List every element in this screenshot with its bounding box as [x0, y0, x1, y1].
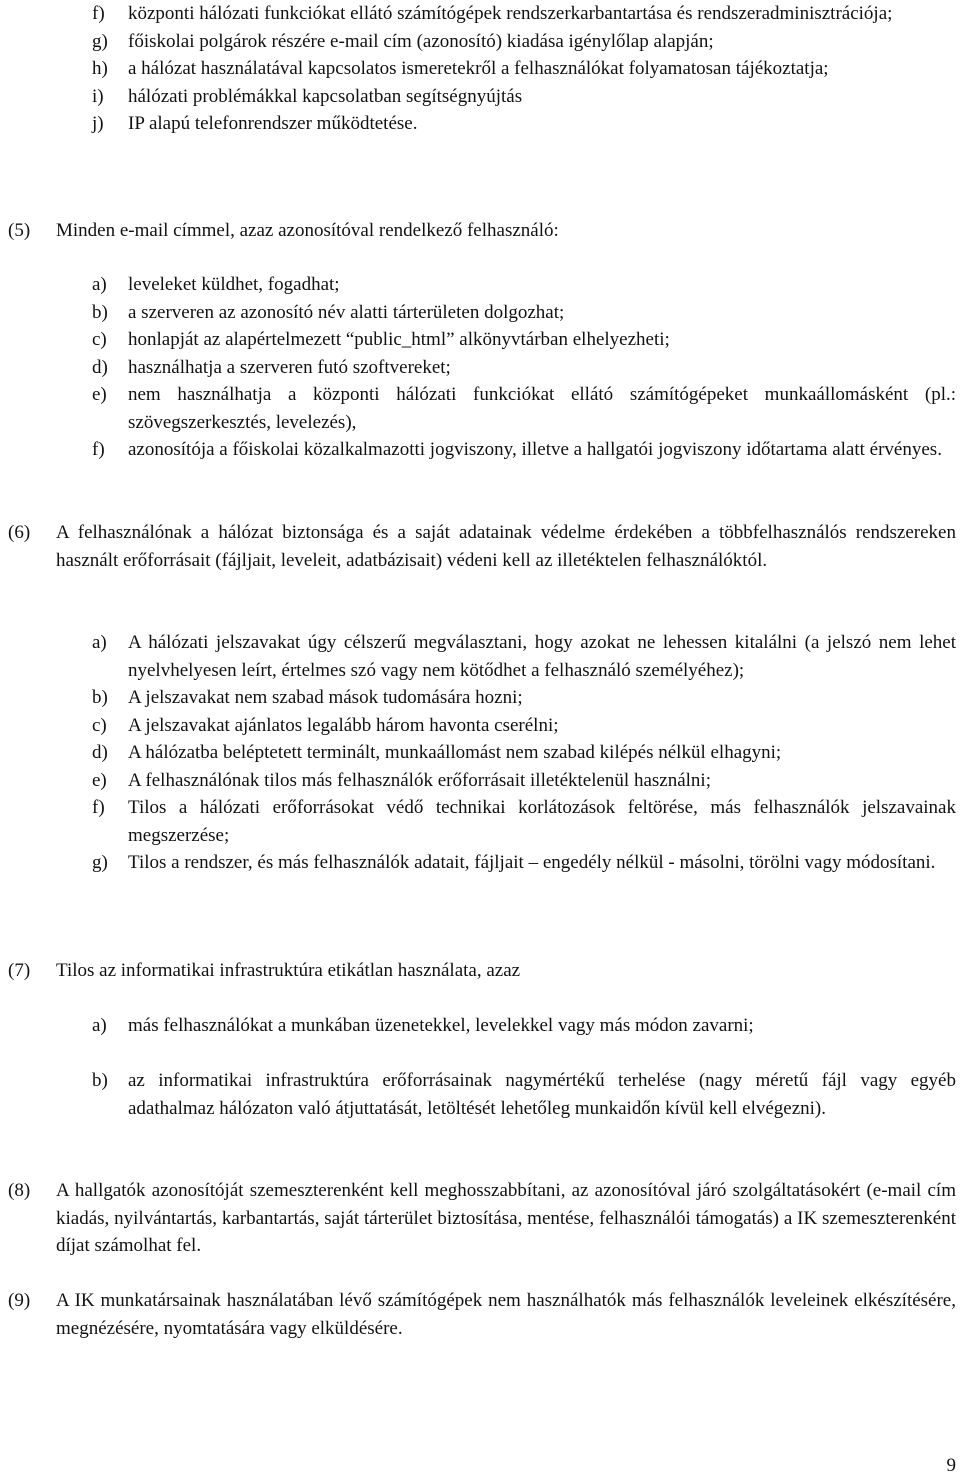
- item-text: központi hálózati funkciókat ellátó számítógépek rendszerkarbantartása és rendszeradminisztrációja;: [128, 3, 893, 24]
- list-item: [92, 354, 956, 382]
- list-item: [92, 684, 956, 712]
- list-item: [92, 1067, 956, 1122]
- item-label: b): [92, 301, 108, 323]
- section-5-list: [92, 271, 956, 464]
- section-text: A IK munkatársainak használatában lévő számítógépek nem használhatók más felhasználók leveleinek elkészítésére, megnézésére, nyomtatására vagy elküldésére.: [56, 1290, 956, 1339]
- list-item: [92, 381, 956, 436]
- section-number: (9): [8, 1290, 31, 1311]
- section-8: [8, 1177, 956, 1260]
- section-6-list: [92, 629, 956, 877]
- item-text: A jelszavakat ajánlatos legalább három havonta cserélni;: [128, 714, 559, 736]
- item-label: f): [92, 797, 105, 818]
- list-item: [92, 326, 956, 354]
- list-item: [92, 712, 956, 740]
- list-item: [92, 1012, 956, 1040]
- item-label: e): [92, 384, 107, 405]
- item-text: főiskolai polgárok részére e-mail cím (azonosító) kiadása igénylőlap alapján;: [128, 30, 714, 52]
- list-item: [92, 629, 956, 684]
- item-label: a): [92, 1015, 107, 1036]
- section-number: (5): [8, 220, 31, 241]
- item-label: c): [92, 329, 107, 350]
- list-item: [92, 0, 956, 28]
- item-text: más felhasználókat a munkában üzenetekkel, levelekkel vagy más módon zavarni;: [128, 1015, 754, 1036]
- list-item: [92, 271, 956, 299]
- list-item: [92, 28, 956, 56]
- section-text: A felhasználónak a hálózat biztonsága és a saját adatainak védelme érdekében a többfelhasználós rendszereken használt erőforrásait (fájljait, leveleit, adatbázisait) védeni kell az illetéktelen felhasználóktól.: [56, 522, 956, 571]
- item-label: f): [92, 3, 105, 24]
- item-text: hálózati problémákkal kapcsolatban segítségnyújtás: [128, 85, 523, 107]
- item-label: a): [92, 632, 107, 653]
- list-item: [92, 794, 956, 849]
- list-item: [92, 55, 956, 83]
- section-number: (8): [8, 1180, 31, 1201]
- item-text: Tilos a hálózati erőforrásokat védő technikai korlátozások feltörése, más felhasználók jelszavainak megszerzése;: [128, 797, 956, 846]
- item-text: IP alapú telefonrendszer működtetése.: [128, 113, 418, 134]
- item-text: Tilos a rendszer, és más felhasználók adatait, fájljait – engedély nélkül - másolni, törölni vagy módosítani.: [128, 852, 936, 873]
- item-label: h): [92, 58, 108, 79]
- section-6: [8, 519, 956, 574]
- item-label: a): [92, 274, 107, 295]
- list-item: [92, 767, 956, 795]
- section-number: (7): [8, 960, 31, 981]
- item-text: nem használhatja a központi hálózati funkciókat ellátó számítógépeket munkaállomásként (pl.: szövegszerkesztés, levelezés),: [128, 384, 956, 433]
- item-label: j): [92, 113, 104, 134]
- item-text: A felhasználónak tilos más felhasználók erőforrásait illetéktelenül használni;: [128, 769, 711, 791]
- section-5: [8, 217, 956, 245]
- section-7-list-b: [92, 1067, 956, 1122]
- section-7: [8, 957, 956, 985]
- section-text: Minden e-mail címmel, azaz azonosítóval rendelkező felhasználó:: [56, 220, 559, 241]
- section-text: A hallgatók azonosítóját szemeszterenként kell meghosszabbítani, az azonosítóval járó szolgáltatásokért (e-mail cím kiadás, nyilvántartás, karbantartás, saját tárterület biztosítása, mentése, felhasználói támogatás) a IK szemeszterenként díjat számolhat fel.: [56, 1180, 956, 1256]
- list-item: [92, 110, 956, 138]
- item-label: g): [92, 30, 108, 52]
- section-number: (6): [8, 522, 31, 543]
- list-item: [92, 83, 956, 111]
- item-text: A hálózatba beléptetett terminált, munkaállomást nem szabad kilépés nélkül elhagyni;: [128, 742, 782, 763]
- item-label: i): [92, 85, 104, 107]
- item-label: d): [92, 742, 108, 763]
- item-text: A hálózati jelszavakat úgy célszerű megválasztani, hogy azokat ne lehessen kitalálni (a jelszó nem lehet nyelvhelyesen leírt, értelmes szó vagy nem kötődhet a felhasználó személyéhez);: [128, 632, 956, 681]
- item-label: g): [92, 852, 108, 873]
- item-label: d): [92, 356, 108, 378]
- list-item: [92, 849, 956, 877]
- section-text: Tilos az informatikai infrastruktúra etikátlan használata, azaz: [56, 960, 521, 981]
- item-label: b): [92, 687, 108, 708]
- item-label: b): [92, 1070, 108, 1091]
- section-9: [8, 1287, 956, 1342]
- item-text: honlapját az alapértelmezett “public_html” alkönyvtárban elhelyezheti;: [128, 329, 670, 350]
- item-text: az informatikai infrastruktúra erőforrásainak nagymértékű terhelése (nagy méretű fájl vagy egyéb adathalmaz hálózaton való átjuttatását, letöltését lehetőleg munkaidőn kívül kell elvégezni).: [128, 1070, 956, 1119]
- list-item: [92, 299, 956, 327]
- item-label: c): [92, 714, 107, 736]
- item-text: azonosítója a főiskolai közalkalmazotti jogviszony, illetve a hallgatói jogviszony időtartama alatt érvényes.: [128, 439, 942, 460]
- list-item: [92, 436, 956, 464]
- item-text: a hálózat használatával kapcsolatos ismeretekről a felhasználókat folyamatosan tájékoztatja;: [128, 58, 829, 79]
- list-item: [92, 739, 956, 767]
- page-number: 9: [946, 1455, 956, 1476]
- item-text: leveleket küldhet, fogadhat;: [128, 274, 340, 295]
- item-text: a szerveren az azonosító név alatti tárterületen dolgozhat;: [128, 301, 565, 323]
- item-label: e): [92, 769, 107, 791]
- top-list: [92, 0, 956, 138]
- item-label: f): [92, 439, 105, 460]
- section-7-list: [92, 1012, 956, 1040]
- item-text: használhatja a szerveren futó szoftvereket;: [128, 356, 451, 378]
- item-text: A jelszavakat nem szabad mások tudomására hozni;: [128, 687, 523, 708]
